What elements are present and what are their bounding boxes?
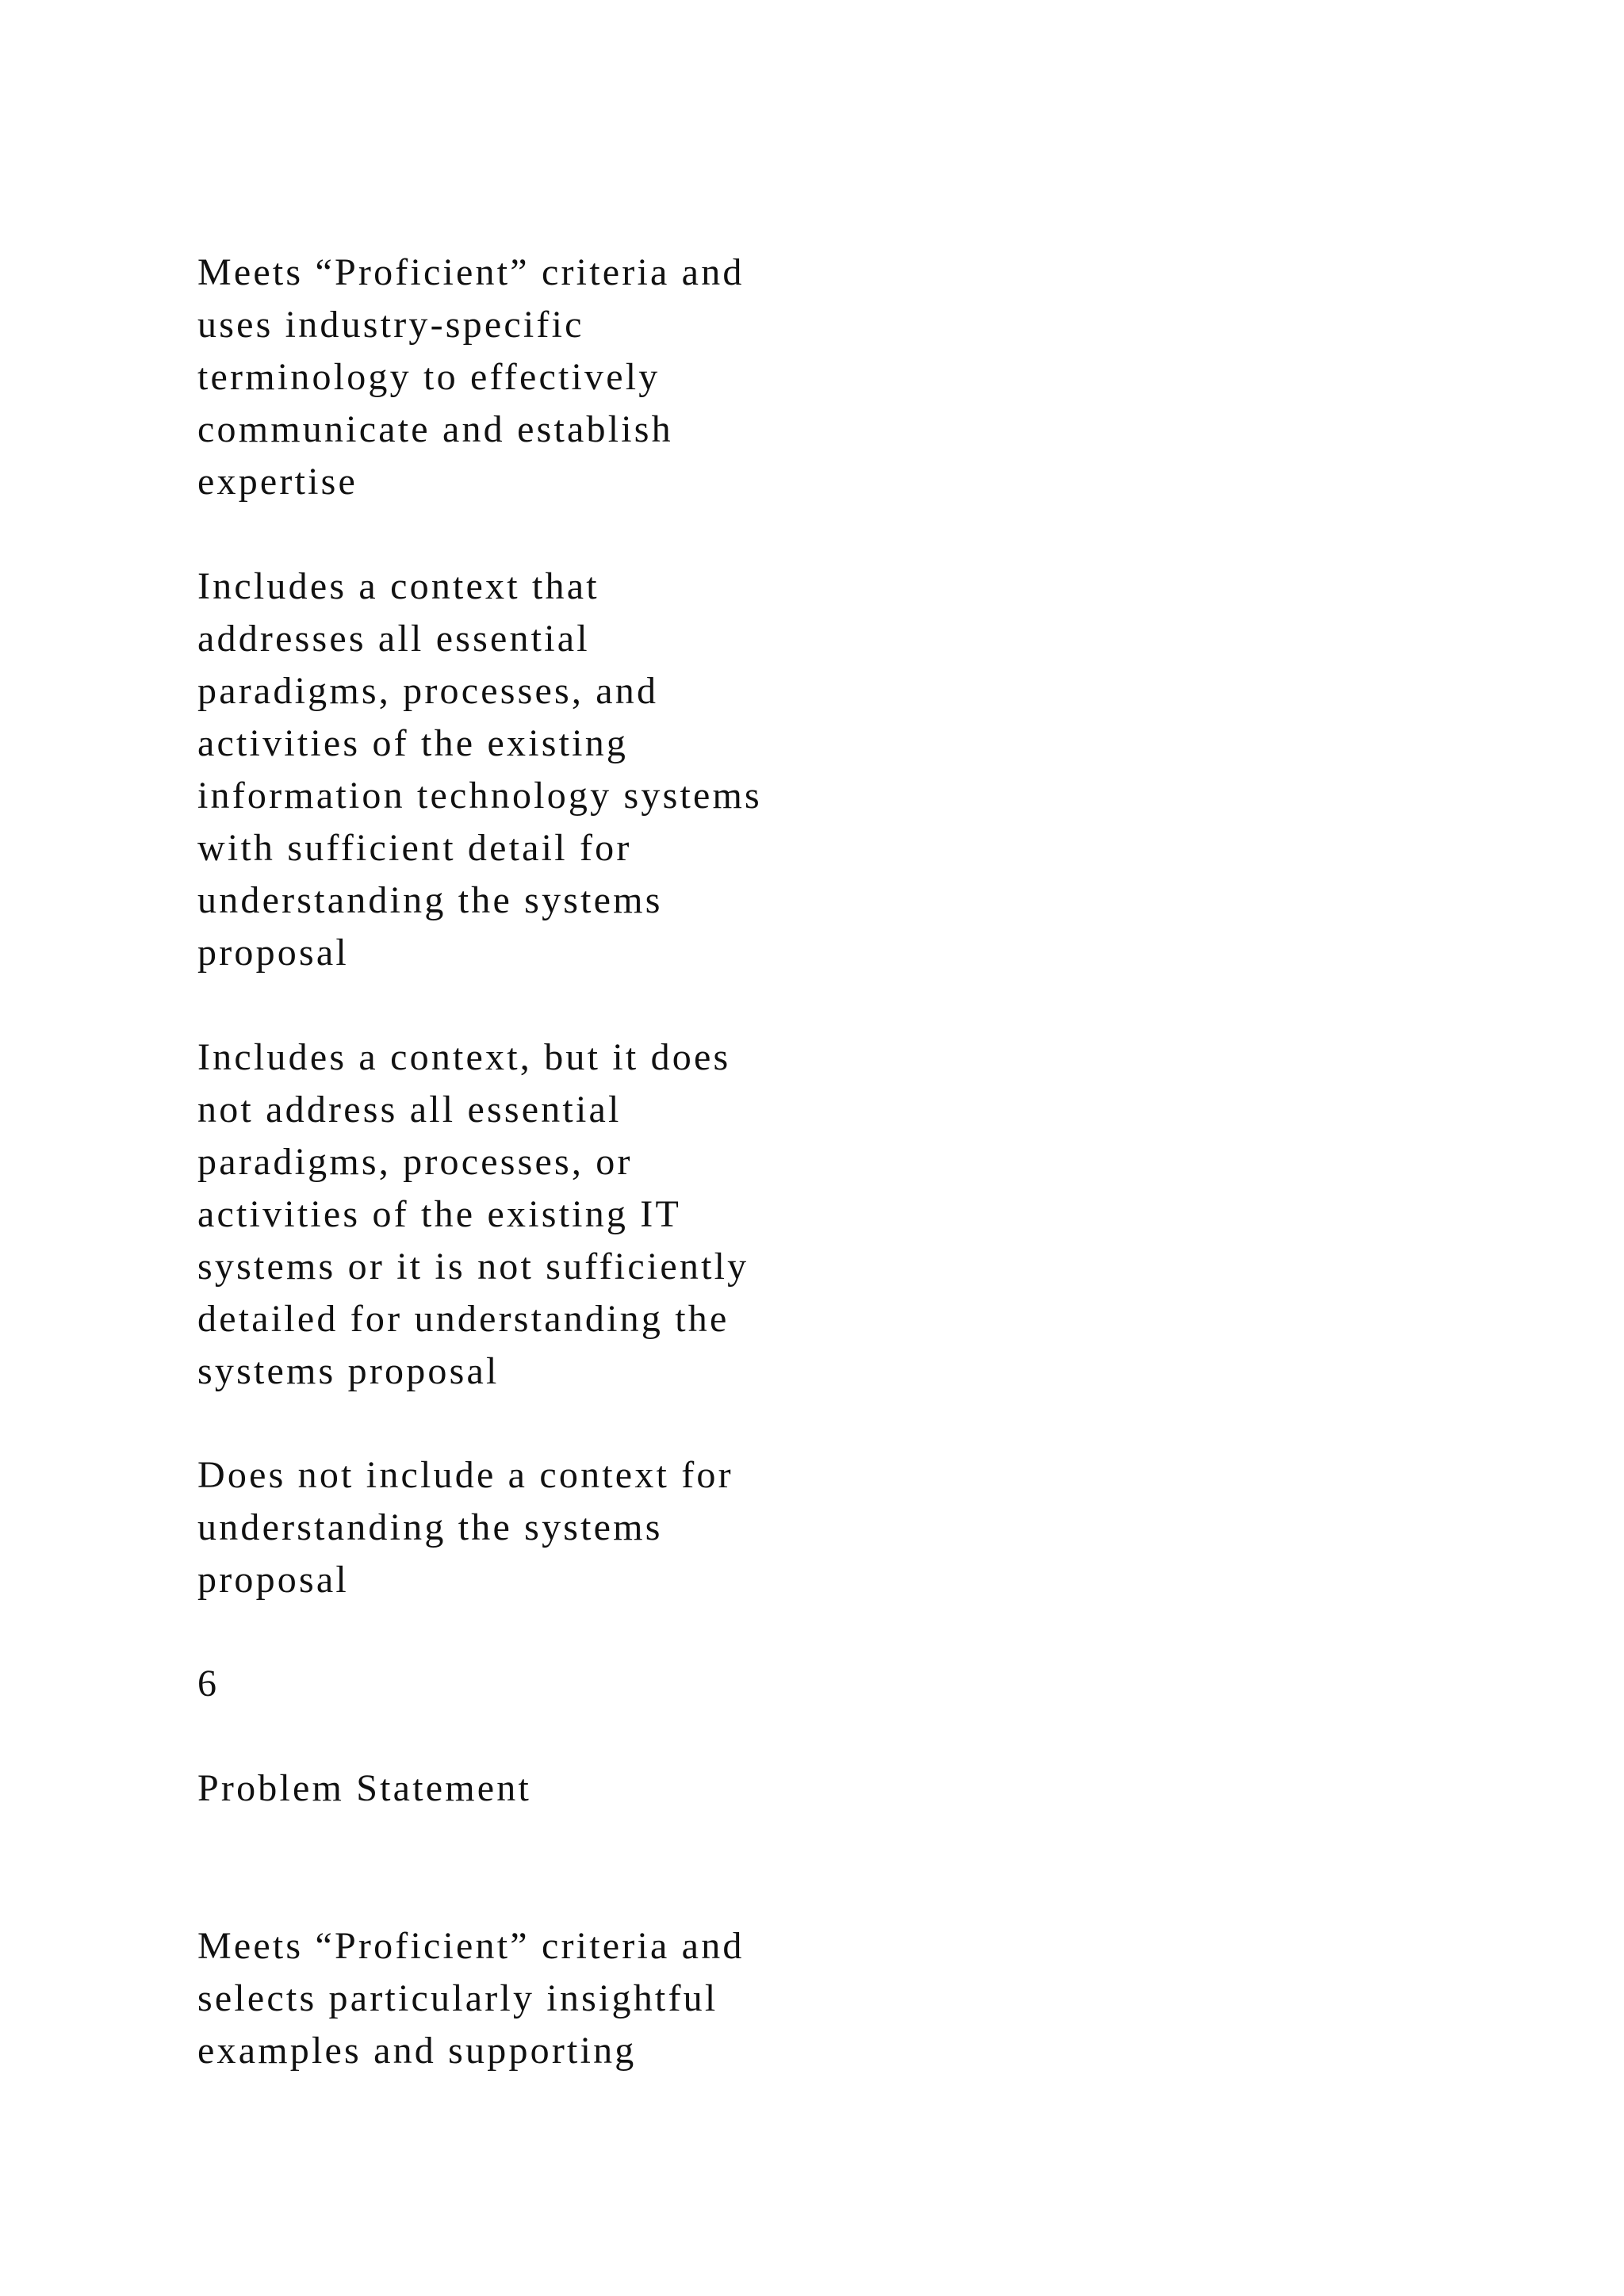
- not-evident-context-paragraph: Does not include a context for understanding the systems proposal: [197, 1454, 733, 1601]
- proficient-context-paragraph: Includes a context that addresses all essential paradigms, processes, and activities of the existing information technology systems with sufficient detail for understanding the systems proposal: [197, 565, 762, 974]
- exemplary-problem-paragraph: Meets “Proficient” criteria and selects particularly insightful examples and supporting: [197, 1925, 745, 2072]
- criterion-value: 6: [197, 1663, 220, 1705]
- needs-improvement-context-paragraph: Includes a context, but it does not address all essential paradigms, processes, or activities of the existing IT systems or it is not sufficiently detailed for understanding the systems proposal: [197, 1036, 749, 1392]
- exemplary-context-paragraph: Meets “Proficient” criteria and uses industry-specific terminology to effectively communicate and establish expertise: [197, 251, 745, 503]
- criterion-title: Problem Statement: [197, 1767, 532, 1809]
